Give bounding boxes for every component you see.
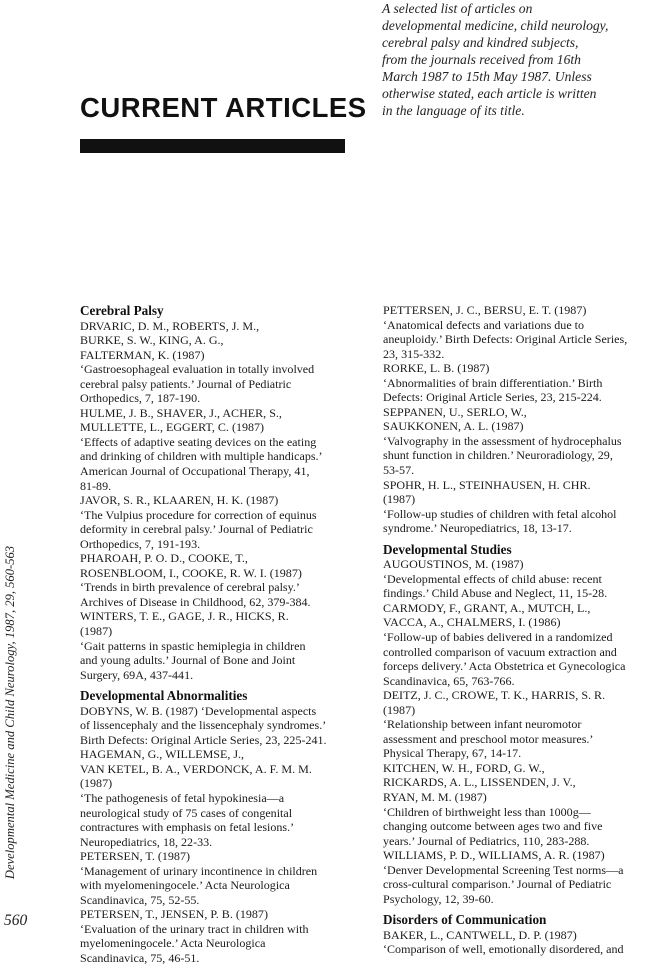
intro-line: from the journals received from 16th — [382, 52, 581, 67]
entry-line: ‘Abnormalities of brain differentiation.’ Birth — [383, 375, 603, 390]
article-entry — [80, 319, 365, 406]
entry-line: Archives of Disease in Childhood, 62, 379-384. — [80, 594, 311, 609]
article-entry — [383, 928, 650, 957]
entry-line: SAUKKONEN, A. L. (1987) — [383, 419, 524, 434]
entry-line: controlled comparison of vacuum extraction and — [383, 644, 617, 659]
entry-line: BAKER, L., CANTWELL, D. P. (1987) — [383, 927, 577, 942]
entry-line: SEPPANEN, U., SERLO, W., — [383, 404, 527, 419]
entry-line: 53-57. — [383, 463, 415, 478]
entry-line: BURKE, S. W., KING, A. G., — [80, 333, 224, 348]
entry-line: ‘The Vulpius procedure for correction of equinus — [80, 507, 317, 522]
entry-line: findings.’ Child Abuse and Neglect, 11, 15-28. — [383, 586, 608, 601]
entry-line: Scandinavica, 65, 763-766. — [383, 673, 515, 688]
entry-line: FALTERMAN, K. (1987) — [80, 347, 205, 362]
entry-line: cerebral palsy patients.’ Journal of Pediatric — [80, 376, 292, 391]
entry-line: PETERSEN, T. (1987) — [80, 849, 190, 864]
entry-line: (1987) — [383, 702, 416, 717]
article-section — [80, 688, 365, 965]
entry-line: PETERSEN, T., JENSEN, P. B. (1987) — [80, 907, 268, 922]
entry-line: Orthopedics, 7, 187-190. — [80, 391, 201, 406]
entry-line: years.’ Journal of Pediatrics, 110, 283-288. — [383, 833, 590, 848]
entry-line: RICKARDS, A. L., LISSENDEN, J. V., — [383, 775, 576, 790]
intro-text — [382, 0, 650, 119]
entry-line: myelomeningocele.’ Acta Neurologica — [80, 936, 266, 951]
article-column-left — [80, 303, 365, 966]
section-heading: Cerebral Palsy — [80, 303, 164, 318]
intro-line: otherwise stated, each article is written — [382, 86, 597, 101]
entry-line: deformity in cerebral palsy.’ Journal of Pediatric — [80, 522, 313, 537]
entry-line: JAVOR, S. R., KLAAREN, H. K. (1987) — [80, 493, 279, 508]
entry-line: aneuploidy.’ Birth Defects: Original Article Series, — [383, 332, 628, 347]
article-entry — [383, 361, 650, 405]
article-entry — [80, 907, 365, 965]
entry-line: KITCHEN, W. H., FORD, G. W., — [383, 760, 545, 775]
article-entry — [383, 557, 650, 601]
article-entry — [80, 493, 365, 551]
article-entry — [383, 405, 650, 478]
entry-line: Scandinavica, 75, 52-55. — [80, 892, 200, 907]
article-entry — [383, 761, 650, 848]
entry-line: ‘Denver Developmental Screening Test norms—a — [383, 862, 624, 877]
entry-line: Orthopedics, 7, 191-193. — [80, 536, 201, 551]
entry-line: contractures with emphasis on fetal lesions.’ — [80, 820, 295, 835]
section-heading: Disorders of Communication — [383, 912, 547, 928]
entry-line: PETTERSEN, J. C., BERSU, E. T. (1987) — [383, 303, 587, 317]
entry-line: DEITZ, J. C., CROWE, T. K., HARRIS, S. R. — [383, 688, 606, 703]
article-entry — [80, 406, 365, 493]
entry-line: ‘Management of urinary incontinence in children — [80, 863, 318, 878]
entry-line: ‘Follow-up studies of children with fetal alcohol — [383, 506, 617, 521]
entry-line: ‘Children of birthweight less than 1000g— — [383, 804, 591, 819]
page-number: 560 — [4, 912, 28, 929]
entry-line: RYAN, M. M. (1987) — [383, 790, 487, 804]
entry-line: ‘Relationship between infant neuromotor — [383, 717, 582, 732]
entry-line: HULME, J. B., SHAVER, J., ACHER, S., — [80, 405, 282, 420]
entry-line: assessment and preschool motor measures.’ — [383, 731, 594, 746]
article-entry — [383, 688, 650, 761]
article-entry — [383, 601, 650, 688]
entry-line: CARMODY, F., GRANT, A., MUTCH, L., — [383, 600, 591, 615]
article-section — [80, 303, 365, 682]
article-entry — [80, 747, 365, 849]
entry-line: Defects: Original Article Series, 23, 215-224. — [383, 390, 602, 405]
entry-line: ‘The pathogenesis of fetal hypokinesia—a — [80, 790, 285, 805]
entry-line: HAGEMAN, G., WILLEMSE, J., — [80, 747, 245, 762]
entry-line: ROSENBLOOM, I., COOKE, R. W. I. (1987) — [80, 565, 302, 580]
entry-line: and young adults.’ Journal of Bone and Joint — [80, 653, 296, 668]
article-entry — [383, 478, 650, 536]
entry-line: DOBYNS, W. B. (1987) ‘Developmental aspects — [80, 703, 317, 718]
article-entry — [383, 303, 650, 361]
entry-line: ‘Anatomical defects and variations due to — [383, 317, 585, 332]
entry-line: with myelomeningocele.’ Acta Neurologica — [80, 878, 290, 893]
entry-line: VAN KETEL, B. A., VERDONCK, A. F. M. M. — [80, 761, 312, 776]
entry-line: 23, 315-332. — [383, 346, 445, 361]
article-entry — [80, 704, 365, 748]
entry-line: forceps delivery.’ Acta Obstetrica et Gynecologica — [383, 659, 626, 674]
entry-line: changing outcome between ages two and five — [383, 819, 603, 834]
title-rule-bar — [80, 139, 345, 153]
page-title: CURRENT ARTICLES — [80, 92, 367, 123]
entry-line: (1987) — [80, 776, 113, 791]
entry-line: (1987) — [80, 623, 113, 638]
article-section — [383, 303, 650, 536]
article-entry — [383, 848, 650, 906]
entry-line: DRVARIC, D. M., ROBERTS, J. M., — [80, 318, 260, 333]
entry-line: RORKE, L. B. (1987) — [383, 361, 490, 376]
section-heading: Developmental Studies — [383, 541, 512, 557]
entry-line: of lissencephaly and the lissencephaly syndromes.’ — [80, 718, 327, 733]
intro-line: A selected list of articles on — [382, 1, 533, 16]
intro-line: March 1987 to 15th May 1987. Unless — [382, 69, 592, 84]
entry-line: ‘Evaluation of the urinary tract in children with — [80, 921, 309, 936]
entry-line: Physical Therapy, 67, 14-17. — [383, 746, 522, 761]
entry-line: ‘Comparison of well, emotionally disordered, and — [383, 942, 624, 957]
entry-line: WINTERS, T. E., GAGE, J. R., HICKS, R. — [80, 609, 289, 624]
article-column-right — [383, 303, 650, 957]
intro-line: developmental medicine, child neurology, — [382, 18, 609, 33]
entry-line: 81-89. — [80, 478, 112, 493]
intro-line: cerebral palsy and kindred subjects, — [382, 35, 579, 50]
entry-line: neurological study of 75 cases of congenital — [80, 805, 293, 820]
entry-line: ‘Follow-up of babies delivered in a randomized — [383, 629, 613, 644]
entry-line: and drinking of children with multiple handicaps.’ — [80, 449, 323, 464]
article-entry — [80, 609, 365, 682]
article-entry — [80, 849, 365, 907]
entry-line: AUGOUSTINOS, M. (1987) — [383, 557, 524, 572]
entry-line: ‘Developmental effects of child abuse: recent — [383, 571, 602, 586]
entry-line: PHAROAH, P. O. D., COOKE, T., — [80, 551, 248, 566]
entry-line: syndrome.’ Neuropediatrics, 18, 13-17. — [383, 521, 572, 536]
article-entry — [80, 551, 365, 609]
entry-line: ‘Gastroesophageal evaluation in totally involved — [80, 362, 315, 377]
journal-citation-caption: Developmental Medicine and Child Neurology, 1987, 29, 560-563 — [3, 545, 17, 880]
entry-line: (1987) — [383, 492, 416, 507]
entry-line: American Journal of Occupational Therapy, 41, — [80, 463, 310, 478]
entry-line: Surgery, 69A, 437-441. — [80, 667, 194, 682]
entry-line: ‘Effects of adaptive seating devices on the eating — [80, 434, 317, 449]
entry-line: ‘Valvography in the assessment of hydrocephalus — [383, 433, 622, 448]
entry-line: ‘Gait patterns in spastic hemiplegia in children — [80, 638, 306, 653]
article-section — [383, 912, 650, 957]
entry-line: cross-cultural comparison.’ Journal of Pediatric — [383, 877, 612, 892]
intro-line: in the language of its title. — [382, 103, 525, 118]
entry-line: Scandinavica, 75, 46-51. — [80, 950, 200, 965]
article-section — [383, 542, 650, 907]
entry-line: Psychology, 12, 39-60. — [383, 891, 494, 906]
entry-line: ‘Trends in birth prevalence of cerebral palsy.’ — [80, 580, 300, 595]
entry-line: WILLIAMS, P. D., WILLIAMS, A. R. (1987) — [383, 848, 605, 863]
entry-line: SPOHR, H. L., STEINHAUSEN, H. CHR. — [383, 477, 591, 492]
entry-line: VACCA, A., CHALMERS, I. (1986) — [383, 615, 561, 630]
section-heading: Developmental Abnormalities — [80, 688, 248, 704]
entry-line: Neuropediatrics, 18, 22-33. — [80, 834, 213, 849]
entry-line: MULLETTE, L., EGGERT, C. (1987) — [80, 420, 265, 435]
entry-line: Birth Defects: Original Article Series, 23, 225-241. — [80, 732, 327, 747]
entry-line: shunt function in children.’ Neuroradiology, 29, — [383, 448, 613, 463]
